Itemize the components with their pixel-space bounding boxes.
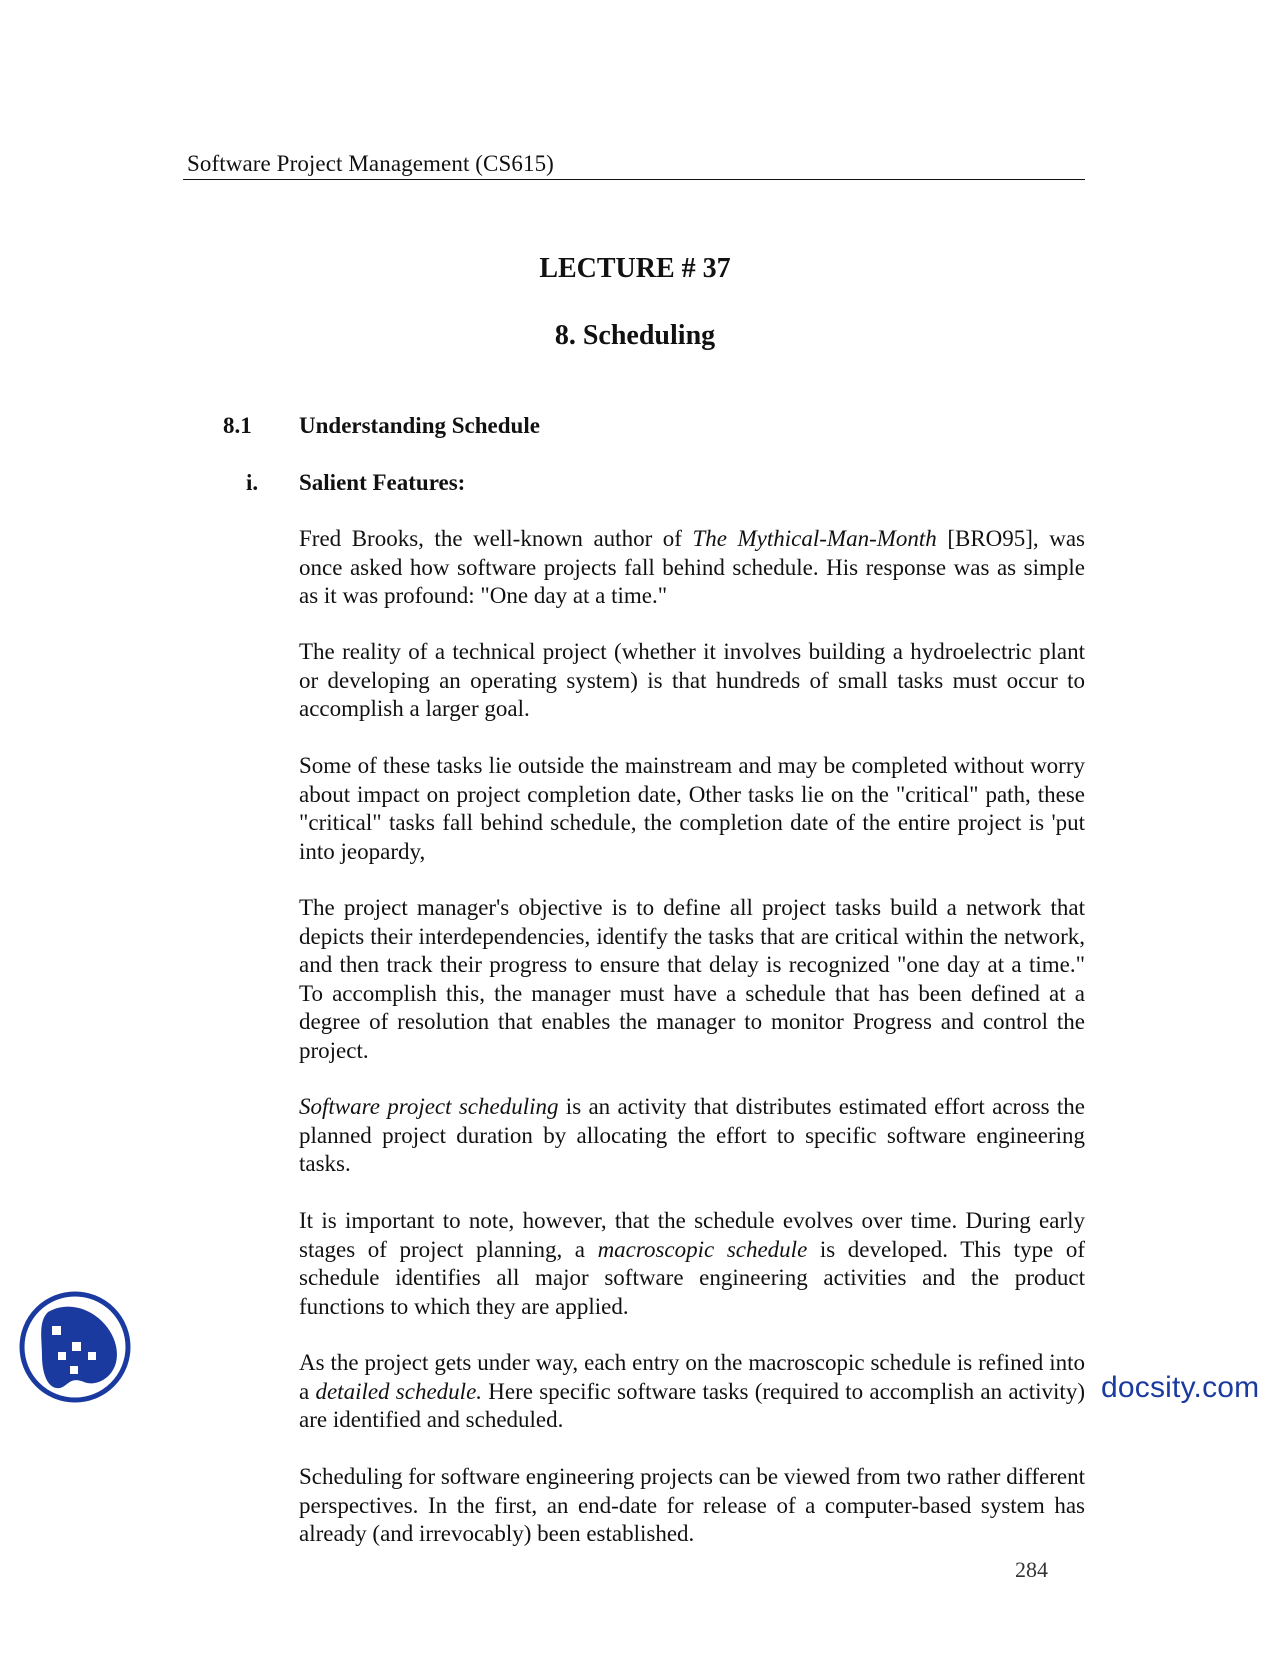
- paragraph-brooks: [299, 525, 1085, 611]
- paragraph-critical-tasks: Some of these tasks lie outside the mainstream and may be completed without worry about impact on project completion date, Other tasks lie on the "critical" path, these "critical" tasks fall behind schedule, the completion date of the entire project is 'put into jeopardy,: [299, 753, 1085, 864]
- paragraph-detailed: [299, 1349, 1085, 1435]
- section-title: Understanding Schedule: [299, 413, 540, 438]
- subsection-number: i.: [246, 470, 259, 495]
- book-title: The Mythical-Man-Month: [692, 526, 937, 551]
- defined-term: detailed schedule.: [315, 1378, 483, 1404]
- paragraph-text: [BRO95], was once asked how software projects fall behind schedule. His response was as simple as it was profound: "One day at a time.": [299, 526, 1085, 608]
- paragraph-macroscopic: [299, 1207, 1085, 1321]
- paragraph-text: It is important to note, however, that the schedule evolves over time. During early stages of project planning, a: [299, 1208, 1085, 1262]
- paragraph-text: Here specific software tasks (required to accomplish an activity) are identified and scheduled.: [299, 1378, 1085, 1432]
- docsity-brand[interactable]: docsity.com: [1101, 1371, 1260, 1404]
- paragraph-text: As the project gets under way, each entry on the macroscopic schedule is refined into a: [299, 1350, 1085, 1404]
- chapter-title: 8. Scheduling: [554, 320, 716, 351]
- defined-term: Software project scheduling: [299, 1094, 559, 1119]
- page-number: 284: [1015, 1557, 1048, 1582]
- lecture-title: LECTURE # 37: [539, 253, 731, 284]
- defined-term: macroscopic schedule: [597, 1236, 808, 1262]
- paragraph-reality: The reality of a technical project (whether it involves building a hydroelectric plant or developing an operating system) is that hundreds of small tasks must occur to accomplish a larger goal.: [299, 639, 1085, 721]
- docsity-logo-icon: [18, 1290, 132, 1404]
- section-number: 8.1: [223, 413, 252, 438]
- paragraph-manager-objective: The project manager's objective is to define all project tasks build a network that depicts their interdependencies, identify the tasks that are critical within the network, and then track their progress to ensure that delay is recognized "one day at a time." To accomplish this, the manager must have a schedule that has been defined at a degree of resolution that enables the manager to monitor Progress and control the project.: [299, 895, 1085, 1063]
- course-header: Software Project Management (CS615): [187, 151, 554, 176]
- header-divider: [183, 179, 1085, 180]
- paragraph-definition: [299, 1093, 1085, 1179]
- paragraph-text: is an activity that distributes estimated effort across the planned project duration by allocating the effort to specific software engineering tasks.: [299, 1094, 1086, 1176]
- paragraph-text: Fred Brooks, the well-known author of: [299, 526, 693, 551]
- paragraph-text: is developed. This type of schedule identifies all major software engineering activities and the product functions to which they are applied.: [299, 1236, 1086, 1319]
- subsection-title: Salient Features:: [299, 470, 466, 495]
- paragraph-perspectives: Scheduling for software engineering projects can be viewed from two rather different perspectives. In the first, an end-date for release of a computer-based system has already (and irrevocably) been established.: [299, 1464, 1085, 1546]
